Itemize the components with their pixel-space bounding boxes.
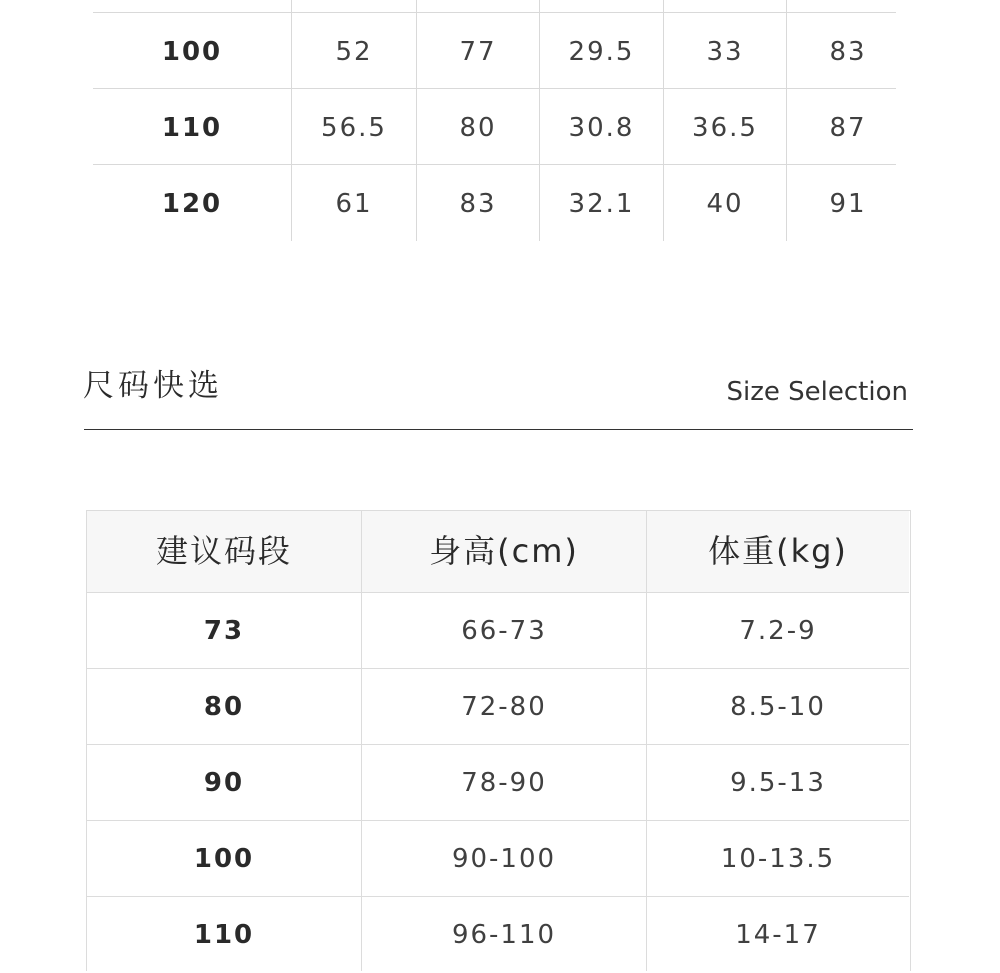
measure-cell: 40 (706, 189, 744, 219)
size-cell: 90 (203, 768, 245, 798)
header-weight: 体重(kg) (708, 532, 848, 570)
size-cell: 110 (193, 920, 255, 950)
table-row (87, 593, 909, 669)
measure-cell: 32.1 (568, 189, 635, 219)
measure-cell: 61 (335, 189, 373, 219)
measure-cell: 33 (706, 37, 744, 67)
size-cell: 80 (203, 692, 245, 722)
measure-cell: 91 (829, 189, 867, 219)
weight-cell: 7.2-9 (739, 616, 817, 646)
measure-cell: 52 (335, 37, 373, 67)
weight-cell: 9.5-13 (730, 768, 826, 798)
weight-cell: 14-17 (735, 920, 821, 950)
height-cell: 78-90 (461, 768, 547, 798)
section-title: 尺码快选 (83, 368, 223, 404)
size-cell: 100 (193, 844, 255, 874)
size-cell: 110 (161, 113, 223, 143)
measure-cell: 83 (459, 189, 497, 219)
measurement-table (93, 0, 896, 241)
header-size-range: 建议码段 (155, 532, 292, 570)
size-cell: 100 (161, 37, 223, 67)
table-row (87, 669, 909, 745)
table-row (93, 166, 896, 242)
measure-cell: 36.5 (692, 113, 758, 143)
height-cell: 90-100 (451, 844, 557, 874)
section-divider (84, 429, 913, 430)
table-row (93, 14, 896, 90)
size-selection-table (86, 510, 911, 971)
table-row (87, 821, 909, 897)
table-row (87, 897, 909, 973)
table-row (93, 90, 896, 166)
measure-cell: 87 (829, 113, 867, 143)
row-divider (93, 12, 896, 13)
height-cell: 72-80 (461, 692, 547, 722)
size-cell: 120 (161, 189, 223, 219)
section-subtitle: Size Selection (726, 377, 908, 407)
measure-cell: 77 (459, 37, 497, 67)
measure-cell: 30.8 (568, 113, 635, 143)
height-cell: 96-110 (451, 920, 557, 950)
weight-cell: 8.5-10 (730, 692, 826, 722)
measure-cell: 56.5 (321, 113, 387, 143)
measure-cell: 83 (829, 37, 867, 67)
height-cell: 66-73 (461, 616, 547, 646)
measure-cell: 80 (459, 113, 497, 143)
table-header-row (87, 511, 909, 592)
measure-cell: 29.5 (568, 37, 635, 67)
size-cell: 73 (203, 616, 245, 646)
table-row (87, 745, 909, 821)
weight-cell: 10-13.5 (720, 844, 836, 874)
header-height: 身高(cm) (429, 532, 579, 570)
